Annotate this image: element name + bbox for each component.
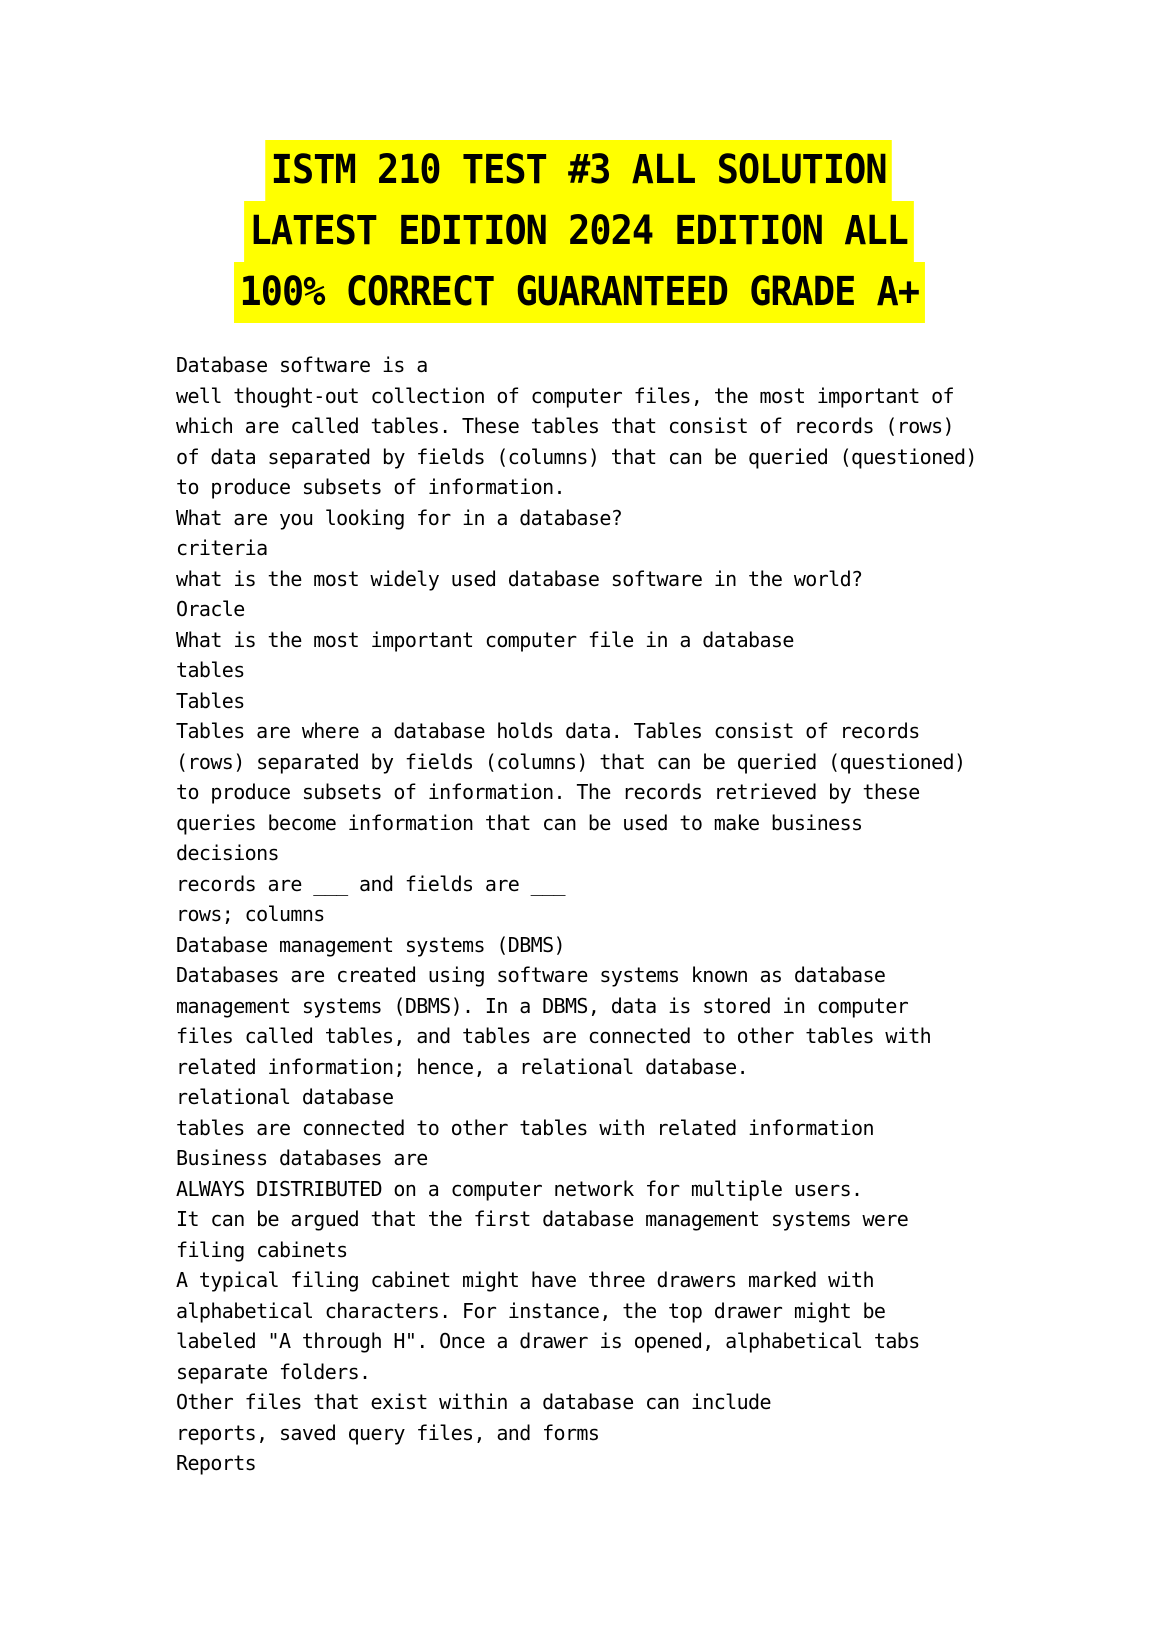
body-line: Tables xyxy=(176,688,245,713)
title-line-3: 100% CORRECT GUARANTEED GRADE A+ xyxy=(234,262,925,323)
body-line: records are ___ and fields are ___ xyxy=(176,871,565,896)
body-line: decisions xyxy=(176,841,279,865)
body-line: Business databases are xyxy=(176,1146,428,1170)
body-line: separate folders. xyxy=(176,1359,371,1384)
body-line: relational database xyxy=(176,1085,394,1109)
body-line: reports, saved query files, and forms xyxy=(176,1420,600,1445)
document-title xyxy=(0,140,1158,323)
body-line: What is the most important computer file in a database xyxy=(176,627,794,652)
body-line: It can be argued that the first database management systems were xyxy=(176,1207,909,1231)
body-line: alphabetical characters. For instance, the top drawer might be xyxy=(176,1298,886,1323)
body-line: filing cabinets xyxy=(176,1237,348,1262)
body-line: Database management systems (DBMS) xyxy=(176,932,565,957)
body-line: A typical filing cabinet might have three drawers marked with xyxy=(176,1268,874,1292)
document-body xyxy=(176,350,1116,1479)
body-line: ALWAYS DISTRIBUTED on a computer network for multiple users. xyxy=(176,1176,863,1201)
body-line: What are you looking for in a database? xyxy=(176,505,623,530)
body-line: related information; hence, a relational database. xyxy=(176,1054,749,1079)
body-line: management systems (DBMS). In a DBMS, data is stored in computer xyxy=(176,993,909,1018)
title-line-1: ISTM 210 TEST #3 ALL SOLUTION xyxy=(266,140,893,201)
title-line-2: LATEST EDITION 2024 EDITION ALL xyxy=(244,201,913,262)
body-line: Other files that exist within a database can include xyxy=(176,1390,771,1414)
body-line: Oracle xyxy=(176,597,245,621)
body-line: Databases are created using software systems known as database xyxy=(176,963,886,987)
body-line: labeled "A through H". Once a drawer is opened, alphabetical tabs xyxy=(176,1329,920,1353)
body-line: Tables are where a database holds data. Tables consist of records xyxy=(176,719,920,743)
body-line: criteria xyxy=(176,536,268,560)
body-line: queries become information that can be used to make business xyxy=(176,810,863,835)
body-line: rows; columns xyxy=(176,902,325,926)
body-line: what is the most widely used database software in the world? xyxy=(176,566,863,591)
body-line: (rows) separated by fields (columns) that can be queried (questioned) xyxy=(176,749,966,774)
body-line: Reports xyxy=(176,1451,257,1475)
body-line: tables xyxy=(176,658,245,682)
body-line: to produce subsets of information. The records retrieved by these xyxy=(176,780,920,804)
body-line: files called tables, and tables are connected to other tables with xyxy=(176,1024,932,1048)
body-line: of data separated by fields (columns) that can be queried (questioned) xyxy=(176,444,977,469)
body-line: to produce subsets of information. xyxy=(176,475,565,499)
body-line: well thought-out collection of computer files, the most important of xyxy=(176,383,954,408)
body-line: tables are connected to other tables with related information xyxy=(176,1115,874,1140)
body-line: Database software is a xyxy=(176,353,428,377)
body-line: which are called tables. These tables that consist of records (rows) xyxy=(176,414,954,438)
